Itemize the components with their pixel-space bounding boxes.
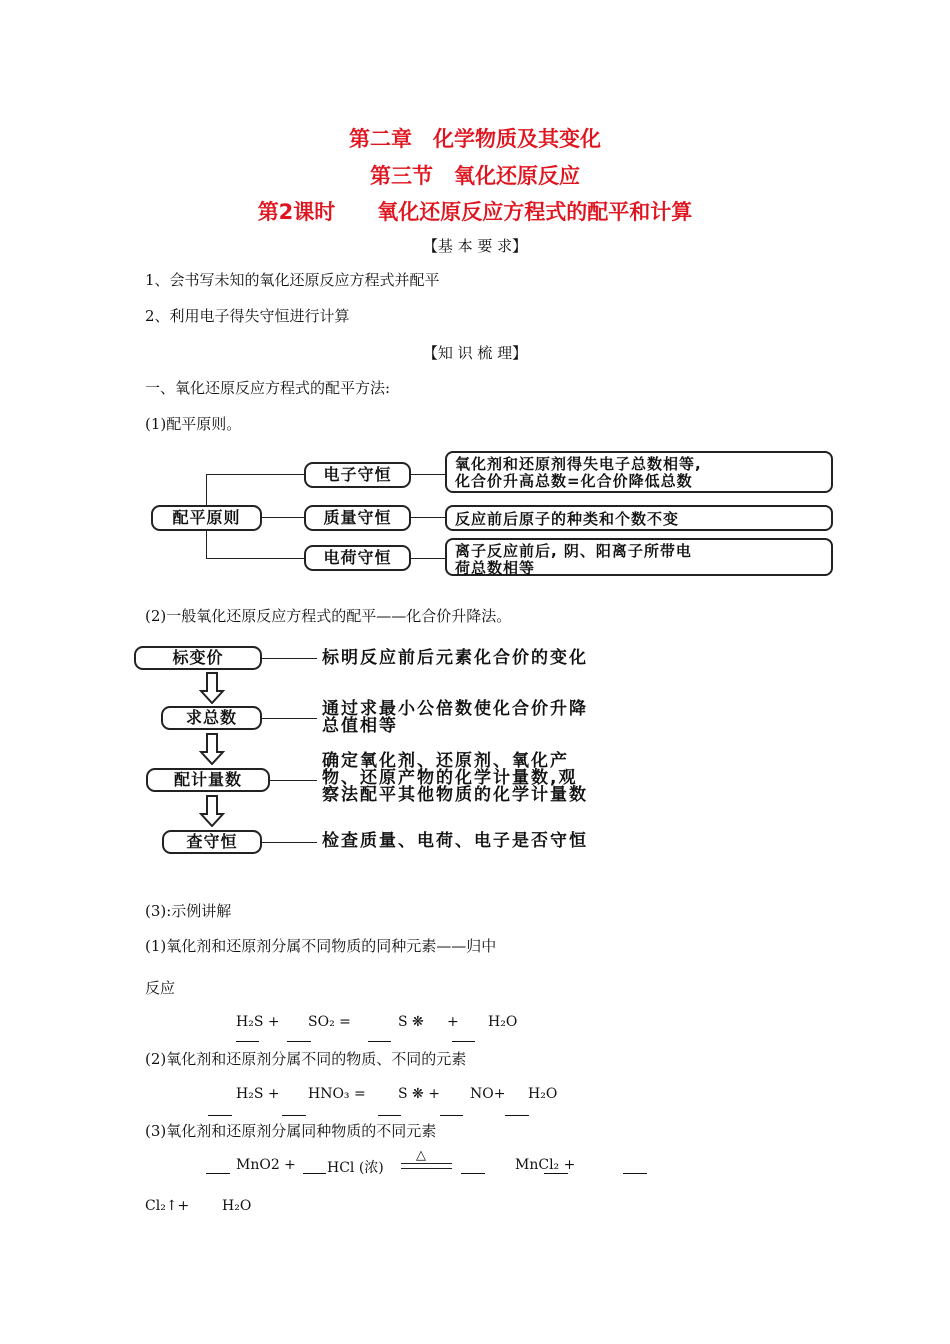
principle-charge: 电荷守恒 xyxy=(304,545,411,571)
coefficient-blank[interactable] xyxy=(440,1115,463,1116)
eq-term: Cl₂↑+ xyxy=(145,1198,190,1214)
coefficient-blank[interactable] xyxy=(303,1173,326,1174)
desc-line: 化合价升高总数=化合价降低总数 xyxy=(455,472,693,490)
down-arrow-icon xyxy=(199,733,225,765)
step-check: 查守恒 xyxy=(162,830,262,854)
step-check-desc: 检查质量、电荷、电子是否守恒 xyxy=(322,831,588,851)
coefficient-blank[interactable] xyxy=(208,1115,232,1116)
coefficient-blank[interactable] xyxy=(236,1041,259,1042)
principle-root: 配平原则 xyxy=(151,505,262,531)
eq-term: H₂O xyxy=(528,1086,558,1102)
eq-term: HNO₃ = xyxy=(308,1086,366,1102)
step-coefficient-desc: 物、还原产物的化学计量数,观 xyxy=(322,768,578,788)
example1-title: (1)氧化剂和还原剂分属不同物质的同种元素——归中 xyxy=(145,937,497,955)
desc-line: 氧化剂和还原剂得失电子总数相等, xyxy=(455,455,702,473)
step-coefficient-desc: 察法配平其他物质的化学计量数 xyxy=(322,785,588,805)
eq-term: SO₂ = xyxy=(308,1014,351,1030)
principle-electron: 电子守恒 xyxy=(304,462,411,488)
example1-title-cont: 反应 xyxy=(145,979,176,997)
principle-mass-desc xyxy=(445,505,833,531)
eq-term: H₂O xyxy=(488,1014,518,1030)
eq-term: + xyxy=(447,1014,459,1030)
down-arrow-icon xyxy=(199,795,225,827)
step-coefficient: 配计量数 xyxy=(146,768,270,792)
eq-term: H₂S + xyxy=(236,1014,280,1030)
lesson-title: 第2课时 氧化还原反应方程式的配平和计算 xyxy=(257,200,693,224)
coefficient-blank[interactable] xyxy=(544,1173,568,1174)
coefficient-blank[interactable] xyxy=(368,1041,391,1042)
part1-heading: 一、氧化还原反应方程式的配平方法: xyxy=(145,379,391,397)
coefficient-blank[interactable] xyxy=(378,1115,401,1116)
step-coefficient-desc: 确定氧化剂、还原剂、氧化产 xyxy=(322,751,569,771)
eq-term: MnCl₂ + xyxy=(515,1157,576,1173)
requirement-item: 2、利用电子得失守恒进行计算 xyxy=(145,307,350,325)
coefficient-blank[interactable] xyxy=(461,1173,485,1174)
eq-term: S ❋ xyxy=(398,1014,424,1030)
eq-term: H₂O xyxy=(222,1198,252,1214)
step-total: 求总数 xyxy=(161,706,262,730)
desc-line: 荷总数相等 xyxy=(455,559,536,577)
desc-line: 反应前后原子的种类和个数不变 xyxy=(455,510,680,528)
coefficient-blank[interactable] xyxy=(282,1115,306,1116)
step-mark-valence: 标变价 xyxy=(134,646,262,670)
coefficient-blank[interactable] xyxy=(206,1173,230,1174)
coefficient-blank[interactable] xyxy=(287,1041,311,1042)
requirement-item: 1、会书写未知的氧化还原反应方程式并配平 xyxy=(145,271,440,289)
example2-title: (2)氧化剂和还原剂分属不同的物质、不同的元素 xyxy=(145,1050,467,1068)
sub2-heading: (2)一般氧化还原反应方程式的配平——化合价升降法。 xyxy=(145,607,512,625)
sub1-heading: (1)配平原则。 xyxy=(145,415,242,433)
chapter-title: 第二章 化学物质及其变化 xyxy=(349,127,601,151)
knowledge-heading: 【知 识 梳 理】 xyxy=(422,344,528,362)
step-mark-valence-desc: 标明反应前后元素化合价的变化 xyxy=(322,648,588,668)
principle-charge-desc xyxy=(445,538,833,576)
down-arrow-icon xyxy=(199,672,225,704)
step-total-desc: 通过求最小公倍数使化合价升降 xyxy=(322,699,588,719)
coefficient-blank[interactable] xyxy=(505,1115,529,1116)
principle-mass: 质量守恒 xyxy=(304,505,411,531)
coefficient-blank[interactable] xyxy=(452,1041,475,1042)
section-title: 第三节 氧化还原反应 xyxy=(370,164,580,188)
step-total-desc: 总值相等 xyxy=(322,716,398,736)
eq-term: MnO2 + xyxy=(236,1157,296,1173)
desc-line: 离子反应前后, 阴、阳离子所带电 xyxy=(455,542,692,560)
heat-symbol: △ xyxy=(416,1148,426,1163)
requirements-heading: 【基 本 要 求】 xyxy=(422,237,528,255)
principle-electron-desc xyxy=(445,451,833,493)
sub3-heading: (3):示例讲解 xyxy=(145,902,232,920)
eq-term: HCl (浓) xyxy=(327,1160,384,1176)
coefficient-blank[interactable] xyxy=(623,1173,647,1174)
example3-title: (3)氧化剂和还原剂分属同种物质的不同元素 xyxy=(145,1122,437,1140)
eq-term: NO+ xyxy=(470,1086,506,1102)
eq-term: S ❋ + xyxy=(398,1086,440,1102)
eq-term: H₂S + xyxy=(236,1086,280,1102)
